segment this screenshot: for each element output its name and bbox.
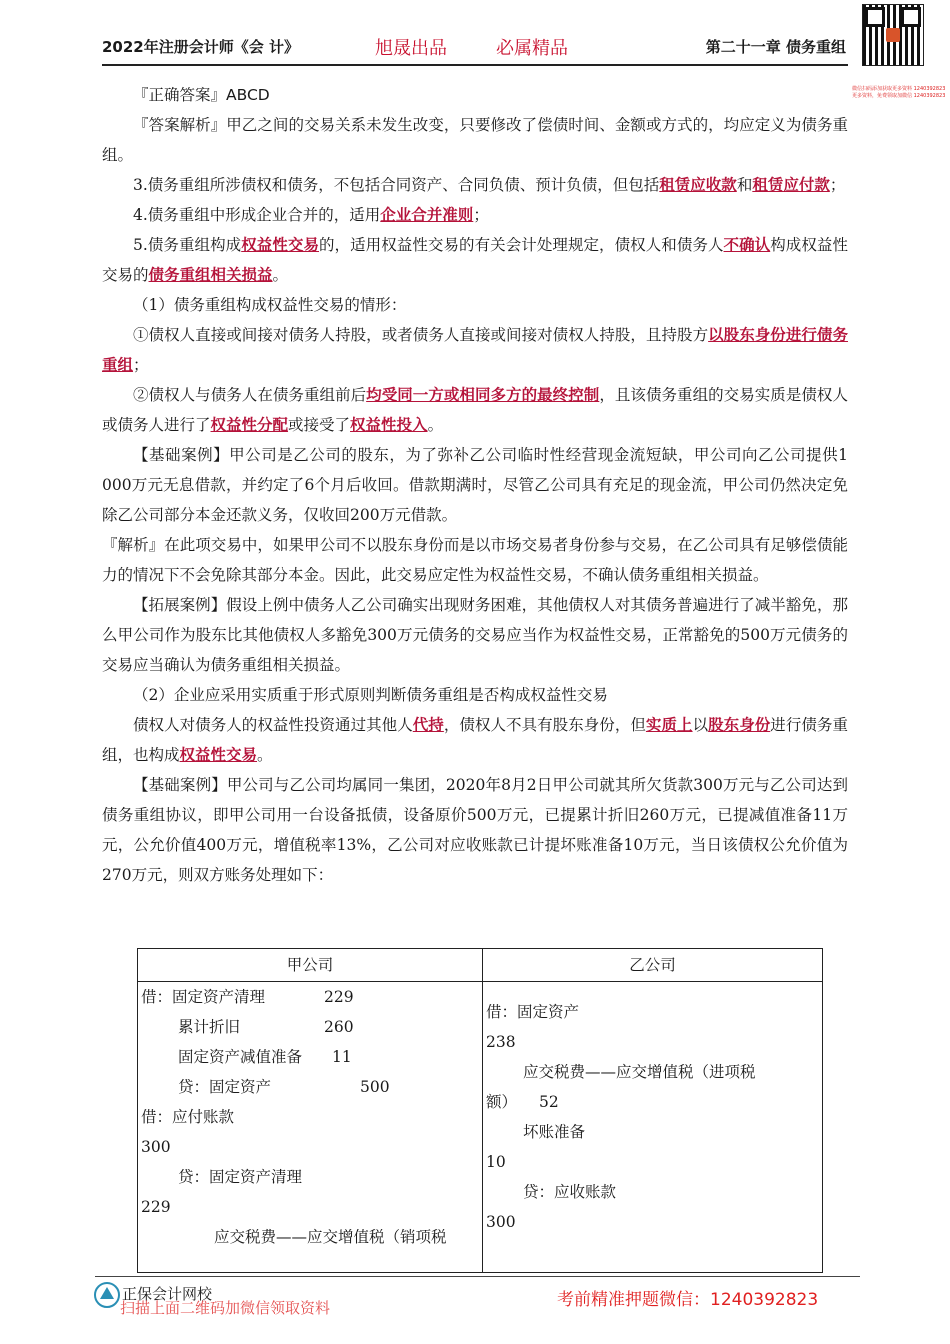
basic-case-1-analysis: 『解析』在此项交易中，如果甲公司不以股东身份而是以市场交易者身份参与交易，在乙公司具有足够偿债能力的情况下不会免除其部分本金。因此，此交易应定性为权益性交易，不确认债务重组相关损益。 [102,536,848,584]
entry-amount: 300 [141,1138,171,1156]
text: ②债权人与债务人在债务重组前后 [133,386,367,404]
entry-line: 贷：固定资产清理 [178,1168,303,1186]
case-item-2 [102,380,848,440]
text: 构成权益性交易的 [102,236,848,284]
basic-case-1: 【基础案例】甲公司是乙公司的股东，为了弥补乙公司临时性经营现金流短缺，甲公司向乙公司提供1 000万元无息借款，并约定了6个月后收回。借款期满时，尽管乙公司具有充足的现金流，甲公司仍然决定免除乙公司部分本金还款义务，仅收回200万元借款。 [102,446,848,524]
keyword-restructuring-gain-loss: 债务重组相关损益 [148,266,273,284]
keyword-shareholder: 股东身份 [708,716,771,734]
text: 。 [272,266,289,284]
entry-line: 坏账准备 [523,1123,586,1141]
text: ； [829,176,846,194]
entry-line: 固定资产减值准备 [178,1048,303,1066]
entry-amount: 229 [324,988,354,1006]
keyword-not-recognize: 不确认 [723,236,771,254]
section-2-heading: （2）企业应采用实质重于形式原则判断债务重组是否构成权益性交易 [133,686,608,704]
text: 。 [257,746,273,764]
keyword-lease-receivable: 租赁应收款 [659,176,737,194]
entry-line: 贷：应收账款 [523,1183,617,1201]
text: 。 [427,416,444,434]
school-logo-icon [94,1282,120,1308]
column-header-yi: 乙公司 [483,949,823,982]
paragraph-5 [102,230,848,290]
text: ； [133,356,149,374]
entry-line: 应交税费——应交增值税（进项税 [523,1063,756,1081]
journal-entries-table [137,948,823,1273]
qr-code-icon[interactable] [862,4,924,66]
keyword-shareholder-identity: 以股东身份进行债务重组 [102,326,848,374]
keyword-equity-contribution: 权益性投入 [350,416,428,434]
entry-line: 借：应付账款 [141,1108,235,1126]
jia-entries-cell [138,982,483,1273]
entry-amount: 260 [324,1018,354,1036]
keyword-lease-payable: 租赁应付款 [752,176,830,194]
correct-answer: 『正确答案』ABCD [133,86,270,104]
keyword-merger-standard: 企业合并准则 [380,206,474,224]
text: ①债权人直接或间接对债务人持股，或者债务人直接或间接对债权人持股，且持股方 [133,326,709,344]
paragraph-6 [102,710,848,770]
page-header [102,30,848,66]
text: 或接受了 [288,416,351,434]
paragraph-3 [102,170,848,200]
entry-amount: 300 [486,1213,516,1231]
text: 和 [736,176,753,194]
entry-amount: 500 [360,1078,390,1096]
keyword-equity-transaction-2: 权益性交易 [179,746,258,764]
footer-divider [95,1276,860,1277]
entry-amount: 229 [141,1198,171,1216]
yi-entries-cell [483,982,823,1273]
column-header-jia: 甲公司 [138,949,483,982]
footer-wechat-contact[interactable]: 考前精准押题微信：1240392823 [557,1290,819,1310]
text: 的，适用权益性交易的有关会计处理规定，债权人和债务人 [319,236,724,254]
qr-note: 微信扫码添加获取更多资料 1240392823 更多资料，免费领取加微信 1240392823 [852,86,946,99]
entry-line: 贷：固定资产 [178,1078,272,1096]
case-item-1 [102,320,848,380]
keyword-common-control: 均受同一方或相同多方的最终控制 [366,386,600,404]
header-brand-2: 必属精品 [496,38,568,59]
entry-line: 应交税费——应交增值税（销项税 [214,1228,447,1246]
keyword-substance: 实质上 [645,716,693,734]
text: ，债权人不具有股东身份，但 [443,716,646,734]
entry-line: 借：固定资产 [486,1003,580,1021]
text: 5.债务重组构成 [133,236,242,254]
footer-school-name: 正保会计网校 [122,1285,213,1303]
entry-amount: 11 [332,1048,352,1066]
text: 3.债务重组所涉债权和债务，不包括合同资产、合同负债、预计负债，但包括 [133,176,660,194]
keyword-equity-distribution: 权益性分配 [210,416,289,434]
keyword-equity-transaction: 权益性交易 [241,236,319,254]
entry-line: 借：固定资产清理 [141,988,266,1006]
text: 债权人对债务人的权益性投资通过其他人 [133,716,413,734]
keyword-nominee: 代持 [412,716,444,734]
section-1-heading: （1）债务重组构成权益性交易的情形： [133,296,407,314]
entry-line: 额） [486,1093,518,1111]
footer-scan-prompt: 扫描上面二维码加微信领取资料 [120,1299,331,1317]
text: ，且该债务重组的交易实质是债权人或债务人进行了 [102,386,848,434]
entry-amount: 238 [486,1033,516,1051]
header-brand-1: 旭晟出品 [375,38,447,59]
entry-amount: 52 [539,1093,559,1111]
answer-analysis: 『答案解析』甲乙之间的交易关系未发生改变，只要修改了偿债时间、金额或方式的，均应定义为债务重组。 [102,116,848,164]
qr-logo-icon [886,28,900,42]
entry-amount: 10 [486,1153,506,1171]
extended-case: 【拓展案例】假设上例中债务人乙公司确实出现财务困难，其他债权人对其债务普遍进行了减半豁免，那么甲公司作为股东比其他债权人多豁免300万元债务的交易应当作为权益性交易，正常豁免的500万元债务的交易应当确认为债务重组相关损益。 [102,596,848,674]
header-chapter-title: 第二十一章 债务重组 [705,38,846,56]
entry-line: 累计折旧 [178,1018,241,1036]
paragraph-4 [102,200,848,230]
text: 进行债务重组，也构成 [102,716,848,764]
header-course-title: 2022年注册会计师《会 计》 [102,38,299,56]
text: 4.债务重组中形成企业合并的，适用 [133,206,381,224]
basic-case-2: 【基础案例】甲公司与乙公司均属同一集团，2020年8月2日甲公司就其所欠货款300万元与乙公司达到债务重组协议，即甲公司用一台设备抵债，设备原价500万元，已提累计折旧260万元，已提减值准备11万元，公允价值400万元，增值税率13%，乙公司对应收账款已计提坏账准备10万元，当日该债权公允价值为270万元，则双方账务处理如下： [102,776,848,884]
text: 以 [692,716,709,734]
text: ； [473,206,489,224]
document-body [102,80,848,890]
